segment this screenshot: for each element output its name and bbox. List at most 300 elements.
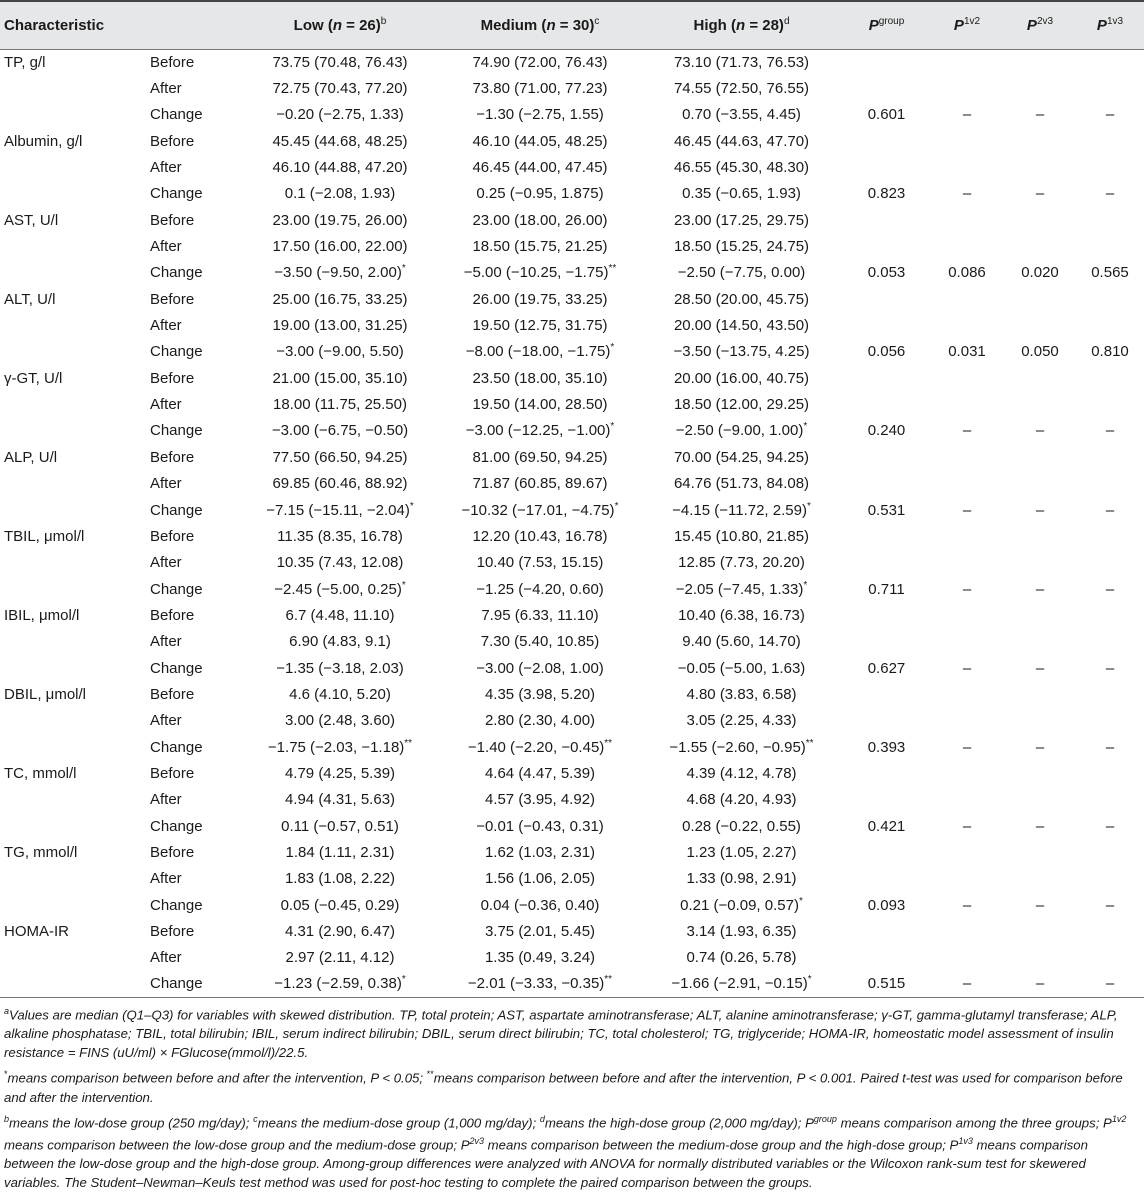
cell-high [640, 49, 843, 75]
cell-p2v3-text: – [1035, 422, 1045, 440]
cell-p1v2 [930, 681, 1004, 707]
cell-p1v2-text: 0.086 [948, 264, 986, 282]
cell-low-text: −1.23 (−2.59, 0.38) [274, 975, 402, 993]
cell-characteristic-text: TG, mmol/l [4, 843, 78, 861]
cell-high-text: −0.05 (−5.00, 1.63) [677, 659, 806, 677]
cell-timepoint [142, 945, 240, 971]
cell-p1v3-text: – [1105, 422, 1115, 440]
header-pgroup: $P^{group}$ [868, 16, 905, 35]
table-row [0, 866, 1144, 892]
cell-high [640, 602, 843, 628]
cell-characteristic [0, 471, 142, 497]
cell-timepoint [142, 839, 240, 865]
cell-medium [440, 207, 640, 233]
cell-timepoint [142, 49, 240, 75]
cell-timepoint-text: Before [150, 448, 195, 466]
table-row [0, 418, 1144, 444]
cell-high-text: −1.55 (−2.60, −0.95) [669, 738, 806, 756]
cell-p1v3 [1076, 760, 1144, 786]
cell-p1v3 [1076, 866, 1144, 892]
cell-pgroup [843, 813, 930, 839]
cell-low-text: 72.75 (70.43, 77.20) [272, 80, 408, 98]
cell-p2v3 [1004, 418, 1076, 444]
cell-medium [440, 550, 640, 576]
cell-p2v3 [1004, 391, 1076, 417]
cell-high-text: 64.76 (51.73, 84.08) [673, 475, 810, 493]
table-row [0, 918, 1144, 944]
cell-timepoint-text: Change [150, 975, 203, 993]
table-row [0, 154, 1144, 180]
cell-p1v3 [1076, 655, 1144, 681]
cell-high [640, 128, 843, 154]
cell-p1v3-text: 0.565 [1091, 264, 1129, 282]
table-row [0, 971, 1144, 997]
cell-pgroup [843, 207, 930, 233]
table-footnotes [0, 998, 1144, 1193]
cell-timepoint-text: Change [150, 896, 203, 914]
cell-timepoint [142, 918, 240, 944]
cell-timepoint [142, 523, 240, 549]
cell-p1v3 [1076, 75, 1144, 101]
cell-p1v3 [1076, 260, 1144, 286]
cell-low [240, 971, 440, 997]
cell-high [640, 260, 843, 286]
cell-p1v2 [930, 444, 1004, 470]
cell-low [240, 629, 440, 655]
cell-p2v3 [1004, 365, 1076, 391]
cell-high [640, 365, 843, 391]
cell-p1v3 [1076, 154, 1144, 180]
cell-high [640, 471, 843, 497]
cell-p1v3 [1076, 550, 1144, 576]
cell-medium-text: 19.50 (12.75, 31.75) [472, 317, 608, 335]
table-row [0, 839, 1144, 865]
cell-p2v3 [1004, 839, 1076, 865]
cell-p2v3 [1004, 233, 1076, 259]
cell-pgroup-text: 0.053 [867, 264, 906, 282]
cell-medium [440, 734, 640, 760]
cell-p1v3 [1076, 391, 1144, 417]
cell-medium [440, 260, 640, 286]
cell-p1v2-text: – [962, 817, 972, 835]
cell-medium [440, 576, 640, 602]
cell-medium-text: −8.00 (−18.00, −1.75) [465, 343, 611, 361]
cell-p1v3 [1076, 181, 1144, 207]
cell-p2v3 [1004, 655, 1076, 681]
cell-high-text: 74.55 (72.50, 76.55) [673, 80, 810, 98]
cell-p2v3 [1004, 260, 1076, 286]
cell-timepoint [142, 971, 240, 997]
cell-low [240, 945, 440, 971]
cell-p1v2-text: – [962, 422, 972, 440]
cell-timepoint [142, 391, 240, 417]
cell-timepoint-text: Change [150, 264, 203, 282]
cell-p2v3-text: – [1035, 106, 1045, 124]
cell-characteristic [0, 866, 142, 892]
header-characteristic: Characteristic [4, 16, 105, 34]
cell-pgroup [843, 286, 930, 312]
cell-high [640, 102, 843, 128]
header-p2v3: $P^{2v3}$ [1026, 16, 1054, 35]
cell-p2v3 [1004, 734, 1076, 760]
cell-characteristic [0, 391, 142, 417]
significance-marker: ** [608, 263, 617, 275]
table-row [0, 813, 1144, 839]
cell-low-text: 2.97 (2.11, 4.12) [285, 949, 395, 967]
cell-low [240, 681, 440, 707]
cell-p1v3 [1076, 892, 1144, 918]
cell-p1v2 [930, 866, 1004, 892]
cell-medium-text: 2.80 (2.30, 4.00) [484, 712, 596, 730]
header-high: High (n = 28)$^d$ [693, 16, 790, 35]
cell-high [640, 154, 843, 180]
cell-medium-text: 4.57 (3.95, 4.92) [484, 791, 596, 809]
cell-medium-text: 1.56 (1.06, 2.05) [484, 870, 596, 888]
cell-high [640, 708, 843, 734]
cell-pgroup [843, 708, 930, 734]
cell-high [640, 813, 843, 839]
cell-low-text: 11.35 (8.35, 16.78) [277, 527, 403, 545]
cell-characteristic [0, 181, 142, 207]
cell-p1v2 [930, 550, 1004, 576]
cell-high [640, 734, 843, 760]
cell-timepoint [142, 787, 240, 813]
cell-timepoint [142, 154, 240, 180]
cell-high [640, 497, 843, 523]
cell-low-text: −0.20 (−2.75, 1.33) [276, 106, 404, 124]
cell-low-text: 1.83 (1.08, 2.22) [284, 870, 396, 888]
cell-low-text: 45.45 (44.68, 48.25) [272, 132, 408, 150]
table-row [0, 523, 1144, 549]
cell-medium-text: −10.32 (−17.01, −4.75) [461, 501, 615, 519]
cell-p1v3 [1076, 918, 1144, 944]
significance-marker: ** [805, 737, 814, 749]
cell-medium-text: 0.04 (−0.36, 0.40) [480, 896, 600, 914]
cell-p2v3 [1004, 207, 1076, 233]
cell-timepoint-text: After [150, 317, 182, 335]
cell-p1v3 [1076, 471, 1144, 497]
cell-p1v3 [1076, 233, 1144, 259]
cell-low [240, 892, 440, 918]
cell-p1v2 [930, 49, 1004, 75]
cell-low [240, 866, 440, 892]
cell-p2v3 [1004, 550, 1076, 576]
cell-timepoint [142, 550, 240, 576]
cell-high-text: −4.15 (−11.72, 2.59) [672, 501, 807, 519]
cell-timepoint-text: Before [150, 369, 195, 387]
cell-p2v3-text: – [1035, 738, 1045, 756]
cell-medium [440, 102, 640, 128]
cell-medium [440, 444, 640, 470]
cell-medium-text: 18.50 (15.75, 21.25) [472, 238, 608, 256]
cell-low [240, 75, 440, 101]
cell-medium-text: −0.01 (−0.43, 0.31) [476, 817, 604, 835]
cell-characteristic [0, 233, 142, 259]
cell-medium-text: 4.35 (3.98, 5.20) [484, 685, 596, 703]
cell-medium-text: 1.35 (0.49, 3.24) [484, 949, 596, 967]
cell-characteristic-text: ALP, U/l [4, 448, 58, 466]
cell-timepoint [142, 892, 240, 918]
cell-p2v3 [1004, 708, 1076, 734]
cell-timepoint-text: After [150, 396, 182, 414]
cell-p1v2 [930, 813, 1004, 839]
cell-low [240, 839, 440, 865]
cell-p1v3-text: – [1105, 975, 1115, 993]
cell-characteristic [0, 154, 142, 180]
cell-medium-text: −1.25 (−4.20, 0.60) [476, 580, 604, 598]
cell-low-text: 1.84 (1.11, 2.31) [285, 843, 395, 861]
cell-timepoint [142, 655, 240, 681]
cell-timepoint [142, 75, 240, 101]
cell-high-text: 46.45 (44.63, 47.70) [673, 132, 810, 150]
cell-high-text: 15.45 (10.80, 21.85) [673, 527, 810, 545]
significance-marker: * [614, 500, 619, 512]
cell-medium [440, 971, 640, 997]
cell-low-text: 4.94 (4.31, 5.63) [284, 791, 396, 809]
cell-p1v2 [930, 102, 1004, 128]
significance-marker: ** [604, 974, 613, 986]
cell-pgroup [843, 49, 930, 75]
table-row [0, 128, 1144, 154]
cell-p2v3-text: – [1035, 580, 1045, 598]
cell-p1v3 [1076, 102, 1144, 128]
cell-medium [440, 365, 640, 391]
cell-p1v2 [930, 523, 1004, 549]
cell-p2v3-text: – [1035, 817, 1045, 835]
cell-p1v3 [1076, 312, 1144, 338]
cell-medium [440, 787, 640, 813]
cell-pgroup-text: 0.627 [867, 659, 906, 677]
cell-high-text: 28.50 (20.00, 45.75) [673, 290, 810, 308]
cell-medium [440, 523, 640, 549]
cell-p2v3 [1004, 813, 1076, 839]
cell-pgroup-text: 0.531 [867, 501, 906, 519]
cell-timepoint-text: After [150, 159, 182, 177]
cell-p2v3 [1004, 339, 1076, 365]
cell-p1v3 [1076, 971, 1144, 997]
cell-p2v3 [1004, 576, 1076, 602]
cell-timepoint [142, 471, 240, 497]
cell-pgroup [843, 945, 930, 971]
cell-high-text: −2.50 (−9.00, 1.00) [675, 422, 804, 440]
cell-pgroup [843, 154, 930, 180]
cell-p2v3 [1004, 971, 1076, 997]
cell-timepoint [142, 734, 240, 760]
cell-timepoint-text: Before [150, 606, 195, 624]
cell-high-text: 20.00 (16.00, 40.75) [673, 369, 810, 387]
cell-p1v3-text: 0.810 [1091, 343, 1129, 361]
cell-low-text: 73.75 (70.48, 76.43) [272, 53, 408, 71]
cell-p1v3 [1076, 787, 1144, 813]
cell-medium [440, 154, 640, 180]
cell-characteristic [0, 576, 142, 602]
cell-p1v2 [930, 260, 1004, 286]
significance-marker: ** [404, 737, 413, 749]
cell-characteristic-text: AST, U/l [4, 211, 59, 229]
cell-timepoint [142, 418, 240, 444]
cell-p1v3-text: – [1105, 106, 1115, 124]
cell-high [640, 391, 843, 417]
cell-medium [440, 286, 640, 312]
cell-p2v3 [1004, 497, 1076, 523]
cell-high-text: 0.28 (−0.22, 0.55) [682, 817, 801, 835]
cell-p1v2-text: – [962, 738, 972, 756]
cell-low [240, 128, 440, 154]
cell-high [640, 681, 843, 707]
cell-low-text: 4.6 (4.10, 5.20) [289, 685, 391, 703]
cell-timepoint [142, 365, 240, 391]
cell-pgroup [843, 550, 930, 576]
cell-p1v2-text: – [962, 896, 972, 914]
cell-p1v3 [1076, 945, 1144, 971]
cell-low-text: 21.00 (15.00, 35.10) [272, 369, 408, 387]
cell-timepoint-text: After [150, 80, 182, 98]
cell-p1v3-text: – [1105, 817, 1115, 835]
cell-pgroup [843, 602, 930, 628]
cell-timepoint-text: Change [150, 659, 203, 677]
cell-p2v3 [1004, 681, 1076, 707]
cell-characteristic [0, 629, 142, 655]
cell-medium [440, 918, 640, 944]
cell-timepoint-text: After [150, 949, 182, 967]
cell-medium-text: 1.62 (1.03, 2.31) [484, 843, 596, 861]
table-row [0, 681, 1144, 707]
cell-p1v2-text: – [962, 975, 972, 993]
significance-marker: ** [604, 737, 613, 749]
cell-p1v2 [930, 154, 1004, 180]
table-row [0, 576, 1144, 602]
cell-high [640, 181, 843, 207]
cell-low-text: 69.85 (60.46, 88.92) [272, 475, 408, 493]
cell-characteristic [0, 418, 142, 444]
cell-timepoint-text: Change [150, 185, 203, 203]
cell-pgroup [843, 75, 930, 101]
cell-low-text: 0.11 (−0.57, 0.51) [281, 817, 399, 835]
cell-medium-text: 46.10 (44.05, 48.25) [472, 132, 608, 150]
cell-characteristic-text: TBIL, μmol/l [4, 527, 85, 545]
cell-characteristic [0, 839, 142, 865]
cell-timepoint-text: After [150, 633, 182, 651]
cell-p1v2 [930, 181, 1004, 207]
cell-timepoint-text: After [150, 238, 182, 256]
cell-high [640, 523, 843, 549]
cell-timepoint [142, 866, 240, 892]
cell-p2v3 [1004, 128, 1076, 154]
cell-pgroup [843, 128, 930, 154]
cell-timepoint-text: Before [150, 290, 195, 308]
cell-characteristic [0, 681, 142, 707]
cell-high-text: 0.74 (0.26, 5.78) [686, 949, 797, 967]
cell-high [640, 918, 843, 944]
cell-pgroup [843, 181, 930, 207]
cell-characteristic [0, 365, 142, 391]
cell-timepoint-text: Change [150, 106, 203, 124]
cell-pgroup [843, 391, 930, 417]
cell-p1v2 [930, 655, 1004, 681]
cell-low [240, 471, 440, 497]
cell-p2v3 [1004, 918, 1076, 944]
cell-p1v3 [1076, 444, 1144, 470]
cell-characteristic [0, 339, 142, 365]
cell-p1v2 [930, 207, 1004, 233]
cell-p1v2-text: – [962, 185, 972, 203]
cell-characteristic [0, 760, 142, 786]
cell-medium-text: 3.75 (2.01, 5.45) [484, 923, 596, 941]
cell-pgroup [843, 629, 930, 655]
cell-p1v2 [930, 497, 1004, 523]
table-row [0, 892, 1144, 918]
cell-characteristic [0, 918, 142, 944]
cell-characteristic [0, 102, 142, 128]
significance-marker: * [610, 421, 615, 433]
cell-p2v3 [1004, 602, 1076, 628]
cell-high-text: 0.70 (−3.55, 4.45) [682, 106, 801, 124]
cell-characteristic [0, 892, 142, 918]
cell-timepoint [142, 181, 240, 207]
cell-pgroup-text: 0.711 [868, 580, 905, 598]
cell-medium-text: −3.00 (−2.08, 1.00) [476, 659, 604, 677]
cell-p1v3 [1076, 207, 1144, 233]
table-row [0, 550, 1144, 576]
cell-timepoint-text: Before [150, 923, 195, 941]
cell-p1v2 [930, 391, 1004, 417]
footnote-a: $^a$Values are median (Q1–Q3) for variables with skewed distribution. TP, total protein; AST, aspartate aminotransferase; ALT, alanine aminotransferase; γ-GT, gamma-glutamyl transferase; ALP, alkaline phosphatase; TBIL, total bilirubin; IBIL, serum indirect bilirubin; DBIL, serum direct bilirubin; TC, total cholesterol; TG, triglyceride; HOMA-IR, homeostatic model assessment of insulin resistance = FINS (uU/ml) × FGlucose(mmol/l)/22.5. [4, 1005, 1118, 1061]
cell-high [640, 75, 843, 101]
cell-high-text: 4.39 (4.12, 4.78) [686, 764, 797, 782]
table-row [0, 102, 1144, 128]
cell-characteristic-text: TP, g/l [4, 53, 46, 71]
cell-characteristic [0, 655, 142, 681]
cell-low-text: −3.00 (−6.75, −0.50) [271, 422, 409, 440]
cell-timepoint-text: Before [150, 843, 195, 861]
cell-pgroup [843, 523, 930, 549]
cell-timepoint-text: Change [150, 817, 203, 835]
cell-timepoint [142, 102, 240, 128]
cell-p2v3 [1004, 102, 1076, 128]
cell-medium-text: 10.40 (7.53, 15.15) [476, 554, 604, 572]
table-row [0, 444, 1144, 470]
cell-p1v2-text: 0.031 [948, 343, 986, 361]
cell-high-text: 12.85 (7.73, 20.20) [678, 554, 805, 572]
cell-p1v3 [1076, 734, 1144, 760]
cell-characteristic [0, 945, 142, 971]
table-row [0, 312, 1144, 338]
cell-high-text: 1.23 (1.05, 2.27) [686, 843, 797, 861]
cell-pgroup [843, 339, 930, 365]
footnote-groups: $^b$means the low-dose group (250 mg/day); $^c$means the medium-dose group (1,000 mg/day); $^d$means the high-dose group (2,000 mg/day); $P^{group}$ means comparison among the three groups; $P^{1v2}$ means comparison between the low-dose group and the medium-dose group; $P^{2v3}$ means comparison between the medium-dose group and the high-dose group; $P^{1v3}$ means comparison between the low-dose group and the high-dose group. Among-group differences were analyzed with ANOVA for normally distributed variables or the Wilcoxon rank-sum test for skewered variables. The Student–Newman–Keuls test method was used for post-hoc testing to complete the paired comparison between the groups. [4, 1113, 1127, 1191]
cell-high-text: −3.50 (−13.75, 4.25) [673, 343, 810, 361]
cell-high-text: 9.40 (5.60, 14.70) [682, 633, 801, 651]
table-row [0, 260, 1144, 286]
cell-medium-text: −1.30 (−2.75, 1.55) [476, 106, 604, 124]
cell-timepoint-text: Before [150, 53, 195, 71]
cell-medium [440, 312, 640, 338]
cell-low-text: 6.7 (4.48, 11.10) [285, 606, 395, 624]
cell-low [240, 233, 440, 259]
cell-high [640, 892, 843, 918]
cell-p1v3-text: – [1105, 659, 1115, 677]
cell-timepoint [142, 497, 240, 523]
cell-p2v3 [1004, 866, 1076, 892]
cell-p1v2 [930, 339, 1004, 365]
cell-p1v3 [1076, 813, 1144, 839]
cell-p2v3 [1004, 312, 1076, 338]
table-row [0, 75, 1144, 101]
table-header-row [0, 1, 1144, 49]
cell-characteristic [0, 602, 142, 628]
cell-pgroup [843, 918, 930, 944]
significance-marker: * [610, 342, 615, 354]
